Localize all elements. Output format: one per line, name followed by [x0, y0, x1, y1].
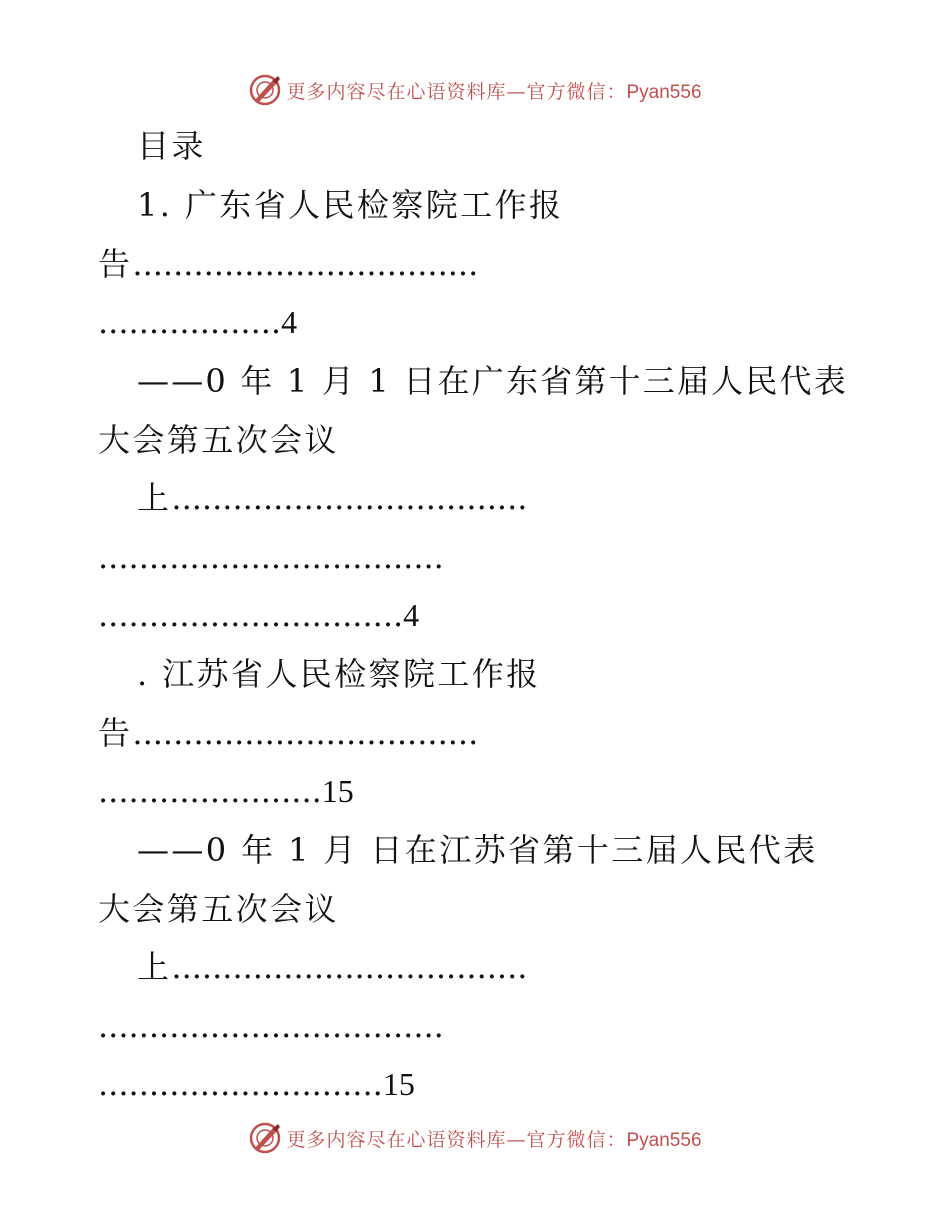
page-number: 15 — [382, 1066, 415, 1102]
leader-dots: ............................ — [98, 1065, 383, 1103]
watermark-banner-bottom — [0, 1118, 950, 1158]
wechat-id: Pyan556 — [626, 1129, 702, 1151]
leader-dots: .................................. — [132, 245, 479, 283]
leader-dots: ................................... — [171, 479, 528, 517]
page-number: 15 — [321, 773, 354, 809]
leader-dots: .............................. — [98, 596, 404, 634]
toc-entry-1-heading: 1. 广东省人民检察院工作报 — [137, 186, 564, 224]
leader-dots: .................................. — [132, 714, 479, 752]
pen-logo-icon — [248, 73, 282, 107]
toc-entry-1-subtitle: ——0 年 1 月 1 日在广东省第十三届人民代表 — [137, 362, 848, 400]
pen-logo-icon — [248, 1121, 282, 1155]
toc-entry-2-subtitle-leader-3 — [98, 1064, 415, 1104]
watermark-text: 更多内容尽在心语资料库—官方微信：Pyan556 — [286, 80, 702, 103]
wechat-id: Pyan556 — [626, 81, 702, 103]
page-number: 4 — [403, 597, 420, 633]
watermark-text: 更多内容尽在心语资料库—官方微信：Pyan556 — [286, 1128, 702, 1151]
toc-entry-2-subtitle: ——0 年 1 月 日在江苏省第十三届人民代表 — [137, 831, 818, 869]
toc-entry-2-heading-leader — [98, 771, 354, 811]
leader-dots: .................................. — [98, 1007, 444, 1045]
toc-entry-1-subtitle-leader-3 — [98, 595, 419, 635]
leader-dots: .................................. — [98, 538, 444, 576]
toc-entry-1-subtitle-leader: 上................................... — [137, 479, 528, 517]
toc-entry-2-subtitle-cont: 大会第五次会议 — [98, 890, 339, 928]
page-number: 4 — [281, 304, 298, 340]
leader-dots: ................................... — [171, 948, 528, 986]
toc-title: 目录 — [137, 127, 206, 165]
toc-entry-1-heading-leader — [98, 302, 297, 342]
toc-entry-2-subtitle-leader: 上................................... — [137, 948, 528, 986]
toc-entry-1-subtitle-leader-2 — [98, 537, 444, 577]
leader-dots: ...................... — [98, 772, 322, 810]
toc-entry-1-heading-cont: 告.................................. — [98, 245, 479, 283]
toc-entry-1-subtitle-cont: 大会第五次会议 — [98, 421, 339, 459]
toc-entry-2-subtitle-leader-2 — [98, 1006, 444, 1046]
toc-entry-2-heading: . 江苏省人民检察院工作报 — [137, 655, 541, 693]
watermark-banner-top — [0, 70, 950, 110]
toc-entry-2-heading-cont: 告.................................. — [98, 714, 479, 752]
leader-dots: .................. — [98, 303, 282, 341]
